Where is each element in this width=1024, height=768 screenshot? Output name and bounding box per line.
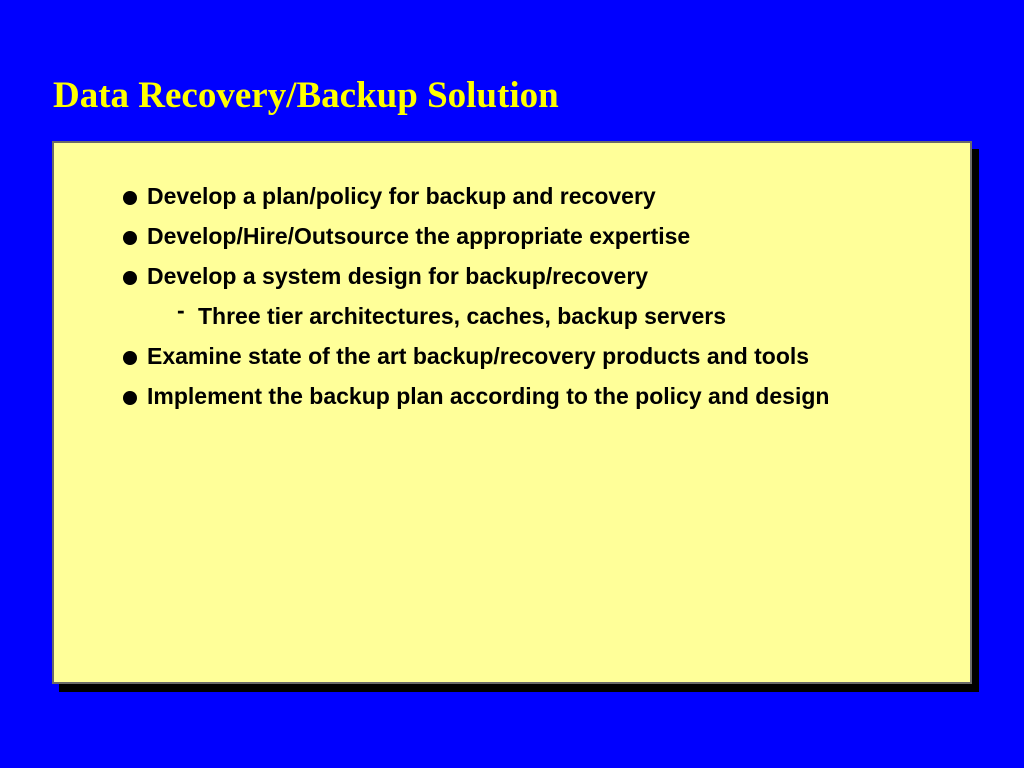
bullet-dot-icon [123,351,137,365]
sub-bullet-item [122,297,902,332]
sub-bullet-text: Three tier architectures, caches, backup servers [198,303,727,329]
bullet-dot-icon [123,271,137,285]
bullet-text: Develop a system design for backup/recovery [147,263,649,289]
slide-title: Data Recovery/Backup Solution [53,75,559,116]
bullet-item [122,381,902,412]
bullet-text: Develop/Hire/Outsource the appropriate expertise [147,223,691,249]
bullet-list [122,181,902,421]
content-panel [52,141,972,684]
bullet-text: Implement the backup plan according to the policy and design [147,383,830,409]
bullet-text: Develop a plan/policy for backup and recovery [147,183,656,209]
bullet-item [122,341,902,372]
dash-bullet-icon: - [177,297,185,323]
bullet-text: Examine state of the art backup/recovery products and tools [147,343,810,369]
bullet-item [122,261,902,292]
bullet-dot-icon [123,191,137,205]
bullet-item [122,181,902,212]
bullet-dot-icon [123,391,137,405]
bullet-dot-icon [123,231,137,245]
bullet-item [122,221,902,252]
